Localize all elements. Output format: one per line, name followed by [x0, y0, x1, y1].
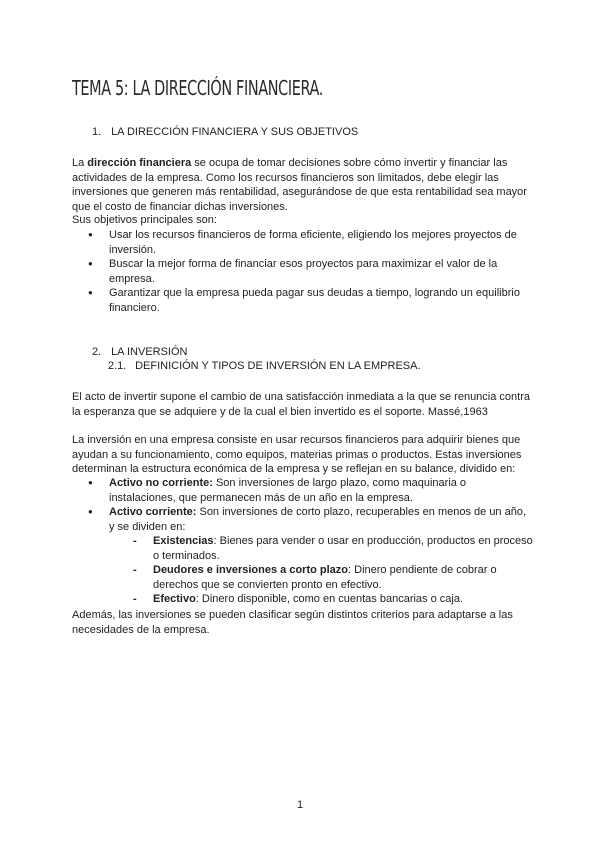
investment-item-term: Activo corriente:: [109, 506, 197, 518]
subsection-number: 2.1.: [108, 360, 127, 372]
investment-item: [72, 476, 534, 505]
current-asset-item: [109, 563, 534, 592]
intro-lead: La: [72, 157, 88, 169]
intro-text: se ocupa de tomar decisiones sobre cómo invertir y financiar las actividades de la empresa. Como los recursos financieros son limitados, debe elegir las inversiones que generen más rentabilidad, asegurándose de que esta rentabilidad sea mayor que el costo de financiar dichas inversiones.: [72, 157, 527, 213]
subsection-heading: [108, 360, 421, 372]
closing-paragraph: Además, las inversiones se pueden clasificar según distintos criterios para adaptarse a las necesidades de la empresa.: [72, 609, 513, 636]
intro-paragraph: [72, 156, 534, 214]
section-1-heading: [92, 126, 358, 138]
quote-paragraph: El acto de invertir supone el cambio de una satisfacción inmediata a la que se renuncia contra la esperanza que se adquiere y de la cual el bien invertido es el soporte. Massé,1963: [72, 391, 530, 418]
current-asset-text: : Dinero pendiente de cobrar o derechos que se convierten pronto en efectivo.: [153, 564, 497, 591]
current-asset-item: [109, 534, 534, 563]
intro-bold-term: dirección financiera: [87, 157, 192, 169]
current-asset-term: Efectivo: [153, 593, 196, 605]
investment-item-text: Son inversiones de largo plazo, como maquinaria o instalaciones, que permanecen más de un año en la empresa.: [109, 477, 467, 504]
current-asset-text: : Dinero disponible, como en cuentas bancarias o caja.: [195, 593, 464, 605]
investment-paragraph: La inversión en una empresa consiste en usar recursos financieros para adquirir bienes que ayudan a su funcionamiento, como equipos, materias primas o productos. Estas inversiones determinan la estructura económica de la empresa y se reflejan en su balance, dividido en:: [72, 434, 522, 475]
section-1-title: LA DIRECCIÓN FINANCIERA Y SUS OBJETIVOS: [111, 126, 359, 138]
page-title: TEMA 5: LA DIRECCIÓN FINANCIERA.: [72, 76, 323, 100]
investment-item-text: Son inversiones de corto plazo, recuperables en menos de un año, y se dividen en:: [109, 506, 527, 533]
section-1-number: 1.: [92, 126, 102, 138]
current-assets-list: [109, 534, 534, 607]
investment-item: [72, 505, 534, 607]
objective-item: ● Garantizar que la empresa pueda pagar sus deudas a tiempo, logrando un equilibrio financiero.: [72, 286, 534, 315]
objectives-list: [72, 228, 534, 315]
investment-list: [72, 476, 534, 607]
current-asset-term: Existencias: [153, 535, 214, 547]
section-2-title: LA INVERSIÓN: [111, 346, 188, 358]
section-2-heading: [92, 346, 187, 358]
current-asset-item: [109, 592, 534, 607]
subsection-title: DEFINICIÓN Y TIPOS DE INVERSIÓN EN LA EMPRESA.: [135, 360, 421, 372]
current-asset-term: Deudores e inversiones a corto plazo: [153, 564, 349, 576]
current-asset-text: : Bienes para vender o usar en producción, productos en proceso o terminados.: [153, 535, 533, 562]
objective-item: ● Usar los recursos financieros de forma eficiente, eligiendo los mejores proyectos de inversión.: [72, 228, 534, 257]
section-2-number: 2.: [92, 346, 102, 358]
objectives-intro: Sus objetivos principales son:: [72, 214, 217, 226]
investment-item-term: Activo no corriente:: [109, 477, 213, 489]
objective-item: ● Buscar la mejor forma de financiar esos proyectos para maximizar el valor de la empresa.: [72, 257, 534, 286]
page-number: 1: [296, 799, 304, 811]
